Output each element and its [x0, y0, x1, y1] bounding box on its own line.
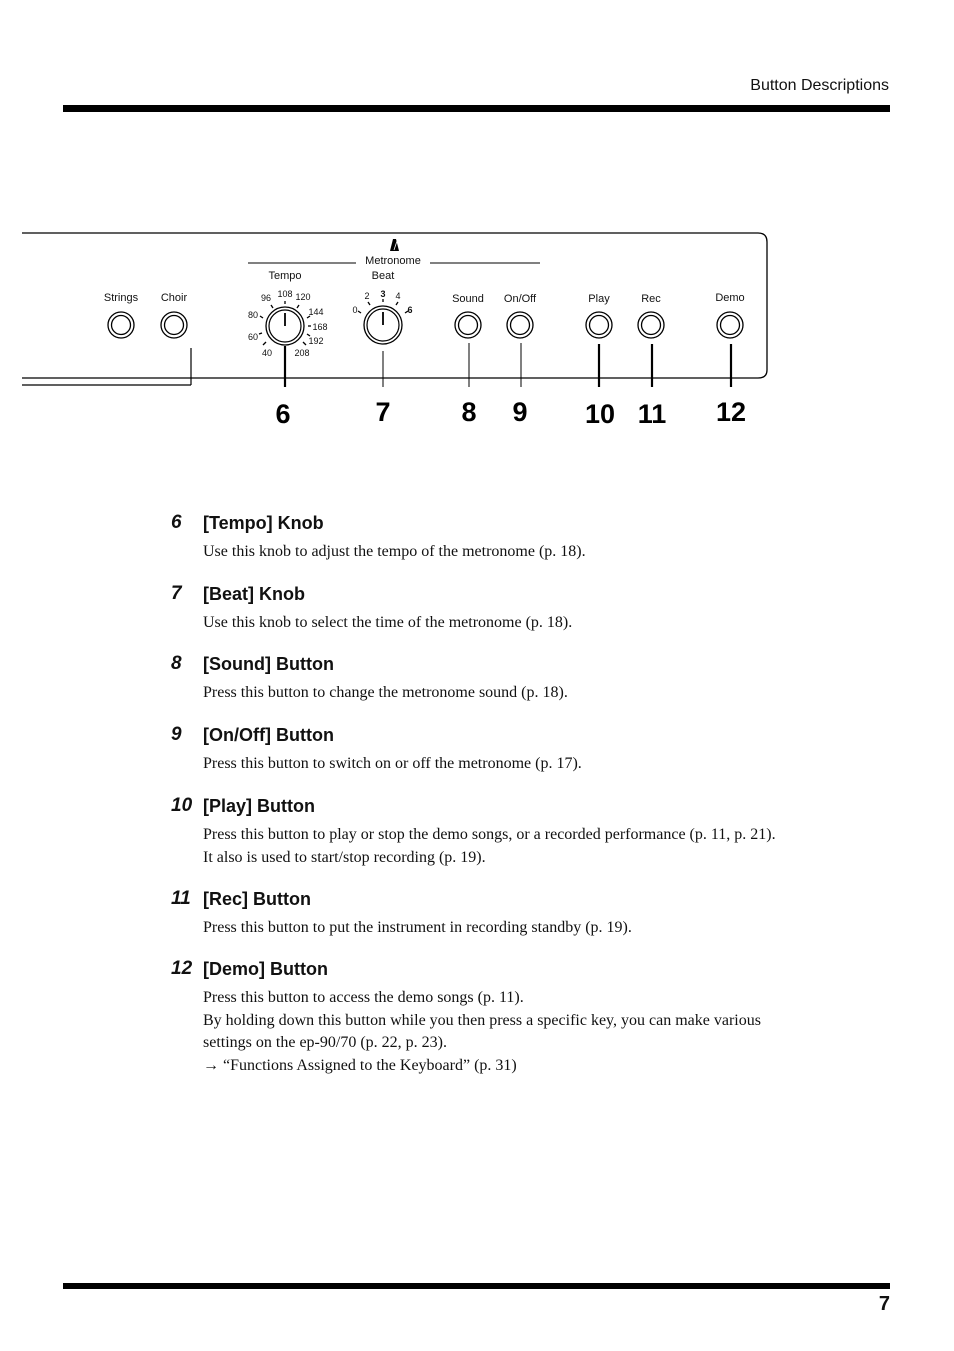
footer-rule [63, 1283, 890, 1289]
beat-tick-6: 6 [407, 305, 413, 315]
metronome-icon [390, 238, 399, 251]
section-title: [Beat] Knob [203, 584, 305, 604]
section-title: [Sound] Button [203, 654, 334, 674]
section-title: [Demo] Button [203, 959, 328, 979]
callout-12: 12 [715, 397, 747, 427]
callout-11: 11 [637, 399, 667, 429]
callout-8: 8 [461, 397, 477, 427]
callout-10: 10 [584, 399, 616, 429]
header-rule [63, 105, 890, 112]
section-sound-button [0, 651, 954, 722]
control-panel-diagram [0, 225, 954, 445]
tempo-knob[interactable] [266, 307, 304, 345]
beat-tick-2: 2 [364, 291, 370, 301]
beat-knob[interactable] [364, 306, 402, 344]
demo-button[interactable] [717, 312, 743, 338]
sound-button[interactable] [455, 312, 481, 338]
beat-tick-4: 4 [395, 291, 401, 301]
play-button[interactable] [586, 312, 612, 338]
section-number: 9 [171, 724, 182, 745]
play-label: Play [588, 293, 610, 305]
section-title: [Play] Button [203, 796, 315, 816]
button-descriptions [0, 510, 954, 1077]
section-text: Press this button to switch on or off the metronome (p. 17). [203, 755, 582, 772]
section-text: Use this knob to select the time of the metronome (p. 18). [203, 614, 573, 631]
strings-button[interactable] [108, 312, 134, 338]
section-text: It also is used to start/stop recording (p. 19). [203, 848, 486, 866]
callout-7: 7 [375, 397, 391, 427]
strings-label: Strings [103, 292, 139, 304]
page-number: 7 [878, 1293, 890, 1315]
section-on-off-button [0, 722, 954, 793]
choir-label: Choir [160, 292, 188, 304]
sound-label: Sound [452, 293, 484, 305]
section-number: 11 [171, 888, 191, 909]
tempo-tick-60: 60 [247, 332, 259, 342]
on-off-label: On/Off [503, 293, 537, 305]
tempo-tick-168: 168 [312, 322, 328, 332]
section-text: Use this knob to adjust the tempo of the metronome (p. 18). [203, 543, 586, 560]
section-text: By holding down this button while you then press a specific key, you can make various [203, 1011, 761, 1029]
section-number: 8 [171, 653, 182, 674]
tempo-tick-192: 192 [308, 336, 324, 346]
rec-button[interactable] [638, 312, 664, 338]
section-text: settings on the ep-90/70 (p. 22, p. 23). [203, 1034, 447, 1051]
tempo-tick-144: 144 [308, 307, 324, 317]
on-off-button[interactable] [507, 312, 533, 338]
cross-reference[interactable]: → “Functions Assigned to the Keyboard” (p. 31) [203, 1056, 517, 1074]
tempo-label: Tempo [268, 270, 302, 282]
section-demo-button [0, 956, 954, 1077]
section-number: 7 [171, 583, 182, 604]
section-text: Press this button to put the instrument in recording standby (p. 19). [203, 919, 632, 936]
section-play-button [0, 793, 954, 886]
choir-button[interactable] [161, 312, 187, 338]
demo-label: Demo [715, 292, 745, 304]
section-number: 6 [171, 512, 182, 533]
section-text: Press this button to play or stop the demo songs, or a recorded performance (p. 11, p. 21). [203, 826, 776, 843]
tempo-tick-108: 108 [277, 289, 293, 299]
section-tempo-knob [0, 510, 954, 581]
tempo-tick-96: 96 [260, 293, 272, 303]
callout-6: 6 [275, 399, 291, 429]
rec-label: Rec [641, 293, 661, 305]
running-header: Button Descriptions [750, 77, 889, 94]
beat-tick-0: 0 [352, 305, 358, 315]
section-beat-knob [0, 581, 954, 651]
section-title: [Rec] Button [203, 889, 311, 909]
section-number: 12 [171, 958, 193, 979]
beat-label: Beat [371, 270, 395, 282]
tempo-tick-80: 80 [247, 310, 259, 320]
section-title: [On/Off] Button [203, 725, 334, 745]
section-text: Press this button to access the demo songs (p. 11). [203, 989, 524, 1006]
metronome-label: Metronome [365, 255, 421, 267]
callout-9: 9 [512, 397, 528, 427]
section-number: 10 [171, 795, 193, 816]
tempo-tick-208: 208 [294, 348, 310, 358]
tempo-tick-120: 120 [295, 292, 311, 302]
section-rec-button [0, 886, 954, 956]
beat-tick-3: 3 [380, 289, 386, 299]
section-title: [Tempo] Knob [203, 513, 324, 533]
tempo-tick-40: 40 [261, 348, 273, 358]
section-text: Press this button to change the metronome sound (p. 18). [203, 684, 568, 701]
